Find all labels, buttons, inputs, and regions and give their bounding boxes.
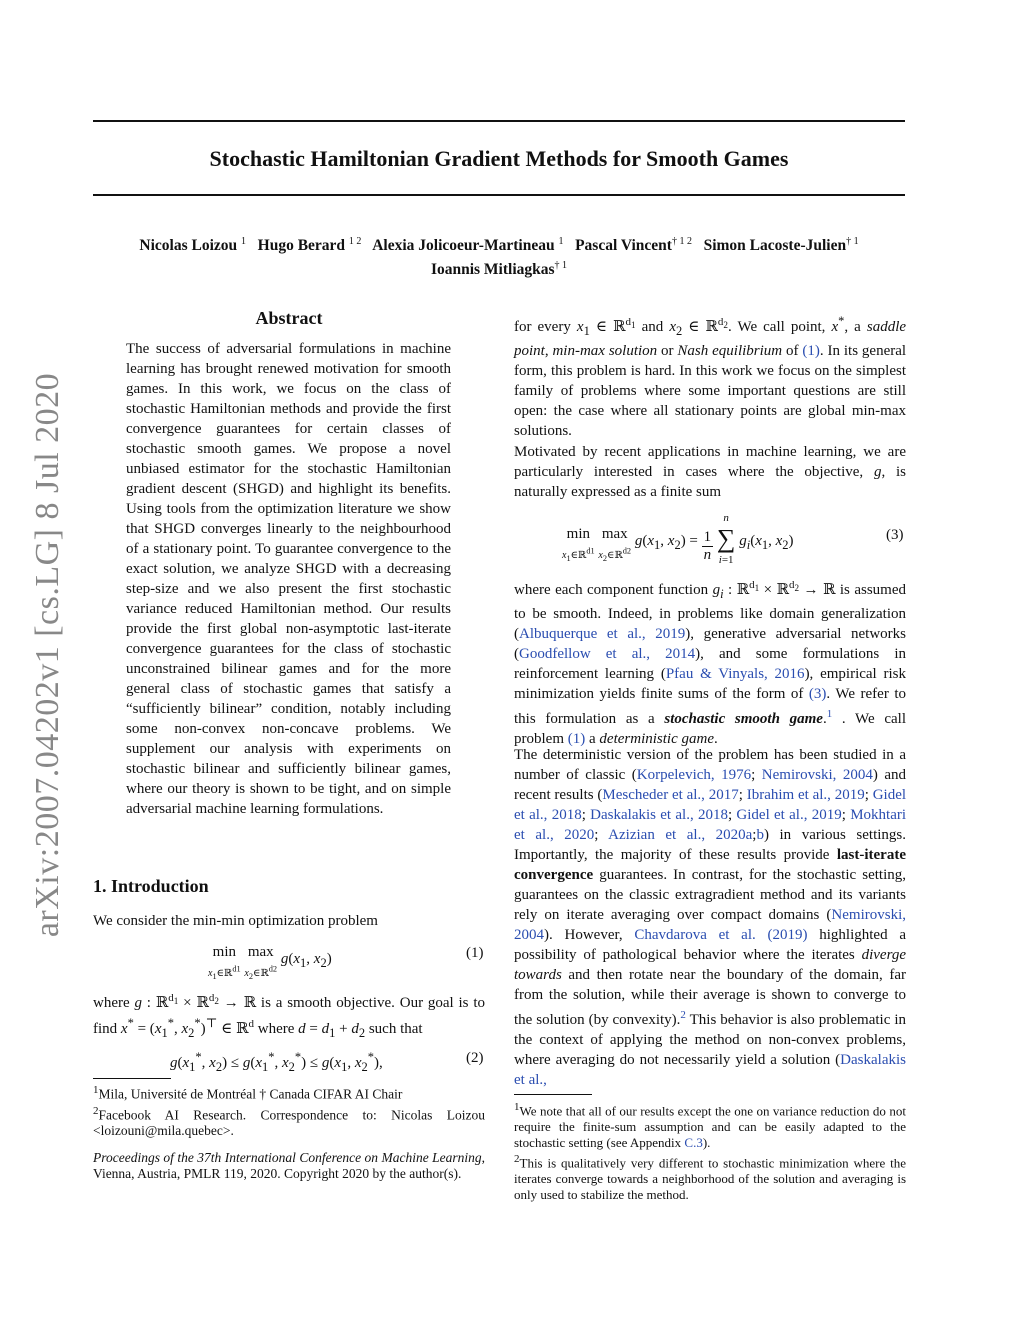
author: Alexia Jolicoeur-Martineau $^1$	[372, 236, 564, 255]
equation-3: min $_{x_1\in ℝ^{d1}}$ max $_{x_2\in ℝ^{d2}}$ $g(x_1$, $x_2) = \frac{1}{n}$ n ∑ i=1 $g_i(x_1$, $x_2$)	[562, 512, 794, 566]
citation-link[interactable]: b	[756, 827, 764, 843]
author: Pascal Vincent$^{\dagger 1 2}$	[575, 236, 692, 255]
footnote-1: $^1$We note that all of our results except the one on variance reduction do not require the finite-sum assumption and can be easily adapted to the stochastic setting (see Appendix C.3).	[514, 1101, 906, 1151]
right-paragraph-3: where each component function $g_i$ : ℝ$^{d_1}$ × ℝ$^{d_2}$ → ℝ is assumed to be smooth. Indeed, in problems like domain generalization (Albuquerque et al., 2019), generative adversarial networks (Goodfellow et al., 2014), and some formulations in reinforcement learning (Pfau & Vinyals, 2016), empirical risk minimization yields finite sums of the form of (3). We refer to this formulation as a stochastic smooth game.$^1$ . We call problem (1) a deterministic game.	[514, 579, 907, 747]
arxiv-identifier: arXiv:2007.04202v1 [cs.LG] 8 Jul 2020	[29, 372, 66, 938]
section-heading-introduction: 1. Introduction	[93, 876, 209, 896]
citation-link[interactable]: Mescheder et al., 2017	[602, 787, 739, 803]
citation-link[interactable]: Goodfellow et al., 2014	[519, 646, 696, 662]
equation-ref-link[interactable]: (3)	[808, 686, 827, 702]
citation-link[interactable]: Nemirovski, 2004	[761, 767, 873, 783]
footnote-rule-right	[514, 1094, 592, 1095]
equation-2: $g(x_1^*$, $x_2) \le g(x_1^*$, $x_2^*) \le g(x_1$, $x_2^*$),	[170, 1050, 383, 1074]
author: Ioannis Mitliagkas$^{\dagger 1}$	[430, 260, 568, 279]
footnote-2: $^2$This is qualitatively very different to stochastic minimization where the iterates converge towards a neighborhood of the solution and averaging is only used to stabilize the method.	[514, 1153, 906, 1203]
citation-link[interactable]: Korpelevich, 1976	[636, 767, 752, 783]
footnote-rule-left	[93, 1078, 171, 1079]
citation-link[interactable]: Albuquerque et al., 2019	[519, 626, 686, 642]
equation-ref-link[interactable]: (1)	[567, 731, 586, 747]
equation-ref-link[interactable]: (1)	[802, 343, 820, 359]
citation-link[interactable]: Mokhtari et al., 2020	[514, 807, 907, 843]
abstract-heading: Abstract	[255, 308, 323, 328]
right-paragraph-2: Motivated by recent applications in machine learning, we are particularly interested in cases where the objective, g, is naturally expressed as a finite sum	[514, 444, 907, 500]
equation-3-number: (3)	[886, 527, 904, 543]
author-list	[93, 232, 905, 280]
proceedings-note: Proceedings of the 37th International Conference on Machine Learning, Vienna, Austria, PMLR 119, 2020. Copyright 2020 by the author(s).	[93, 1150, 485, 1181]
citation-link[interactable]: Daskalakis et al.,	[514, 1052, 906, 1088]
citation-link[interactable]: Ibrahim et al., 2019	[746, 787, 865, 803]
intro-paragraph-1: We consider the min-min optimization problem	[93, 913, 378, 929]
right-paragraph-1: for every $x_1$ ∈ ℝ$^{d_1}$ and $x_2$ ∈ ℝ$^{d_2}$. We call point, x*, a saddle point, min-max solution or Nash equilibrium of (1). In its general form, this problem is hard. In this work we focus on the simplest family of problems where some important questions are still open: the case where all stationary points are global min-max solutions.	[514, 314, 907, 439]
author: Hugo Berard $^{1 2}$	[257, 236, 362, 255]
equation-1-number: (1)	[466, 945, 484, 961]
equation-2-number: (2)	[466, 1050, 484, 1066]
citation-link[interactable]: Azizian et al., 2020a	[608, 827, 753, 843]
appendix-ref-link[interactable]: C.3	[684, 1135, 703, 1151]
title-bottom-rule	[93, 194, 905, 196]
equation-1: min $_{x_1\in ℝ^{d1}}$ max $_{x_2\in ℝ^{d2}}$ $g(x_1$, $x_2$)	[208, 944, 332, 981]
abstract-text: The success of adversarial formulations in machine learning has brought renewed motivation for smooth games. In this work, we focus on the class of stochastic Hamiltonian methods and provide the first convergence guarantees for certain classes of stochastic smooth games. We propose a novel unbiased estimator for the stochastic Hamiltonian gradient descent (SHGD) and highlight its benefits. Using tools from the optimization literature we show that SHGD converges linearly to the neighbourhood of a stationary point. To guarantee convergence to the exact solution, we analyze SHGD with a decreasing step-size and we also present the first stochastic variance reduced Hamiltonian method. Our results provide the first global non-asymptotic last-iterate convergence guarantees for the class of stochastic unconstrained bilinear games and for the more general class of stochastic games that satisfy a “sufficiently bilinear” condition, notably including some non-convex non-concave problems. We supplement our analysis with experiments on stochastic bilinear and sufficiently bilinear games, where our theory is shown to be tight, and on simple adversarial machine learning formulations.	[126, 341, 451, 817]
intro-paragraph-2: where g : ℝ$^{d_1}$ × ℝ$^{d_2}$ → ℝ is a smooth objective. Our goal is to find $x^* = (x_1^*$, $x_2^*)^⊤$ ∈ ℝ$^d$ where $d = d_1 + d_2$ such that	[93, 992, 486, 1040]
citation-link[interactable]: Chavdarova et al. (2019)	[634, 927, 808, 943]
author: Simon Lacoste-Julien$^{\dagger 1}$	[703, 236, 859, 255]
citation-link[interactable]: Gidel et al., 2018	[514, 787, 907, 823]
citation-link[interactable]: Gidel et al., 2019	[736, 807, 842, 823]
paper-title: Stochastic Hamiltonian Gradient Methods for Smooth Games	[209, 146, 789, 171]
citation-link[interactable]: Nemirovski, 2004	[514, 907, 906, 943]
author: Nicolas Loizou $^1$	[139, 236, 247, 255]
citation-link[interactable]: Pfau & Vinyals, 2016	[665, 666, 805, 682]
citation-link[interactable]: Daskalakis et al., 2018	[590, 807, 728, 823]
footnote-affiliations: $^1$Mila, Université de Montréal † Canada CIFAR AI Chair $^2$Facebook AI Research. Correspondence to: Nicolas Loizou <loizouni@mila.quebec>.	[93, 1084, 485, 1138]
title-top-rule	[93, 120, 905, 122]
right-paragraph-4: The deterministic version of the problem has been studied in a number of classic (Korpelevich, 1976; Nemirovski, 2004) and recent results (Mescheder et al., 2017; Ibrahim et al., 2019; Gidel et al., 2018; Daskalakis et al., 2018; Gidel et al., 2019; Mokhtari et al., 2020; Azizian et al., 2020a;b) in various settings. Importantly, the majority of these results provide last-iterate convergence guarantees. In contrast, for the stochastic setting, guarantees on the classic extragradient method and its variants rely on iterate averaging over compact domains (Nemirovski, 2004). However, Chavdarova et al. (2019) highlighted a possibility of pathological behavior where the iterates diverge towards and then rotate near the boundary of the domain, far from the solution, while their average is shown to converge to the solution (by convexity).$^2$ This behavior is also problematic in the context of applying the method on non-convex problems, where averaging do not necessarily yield a solution (Daskalakis et al.,	[514, 747, 907, 1088]
